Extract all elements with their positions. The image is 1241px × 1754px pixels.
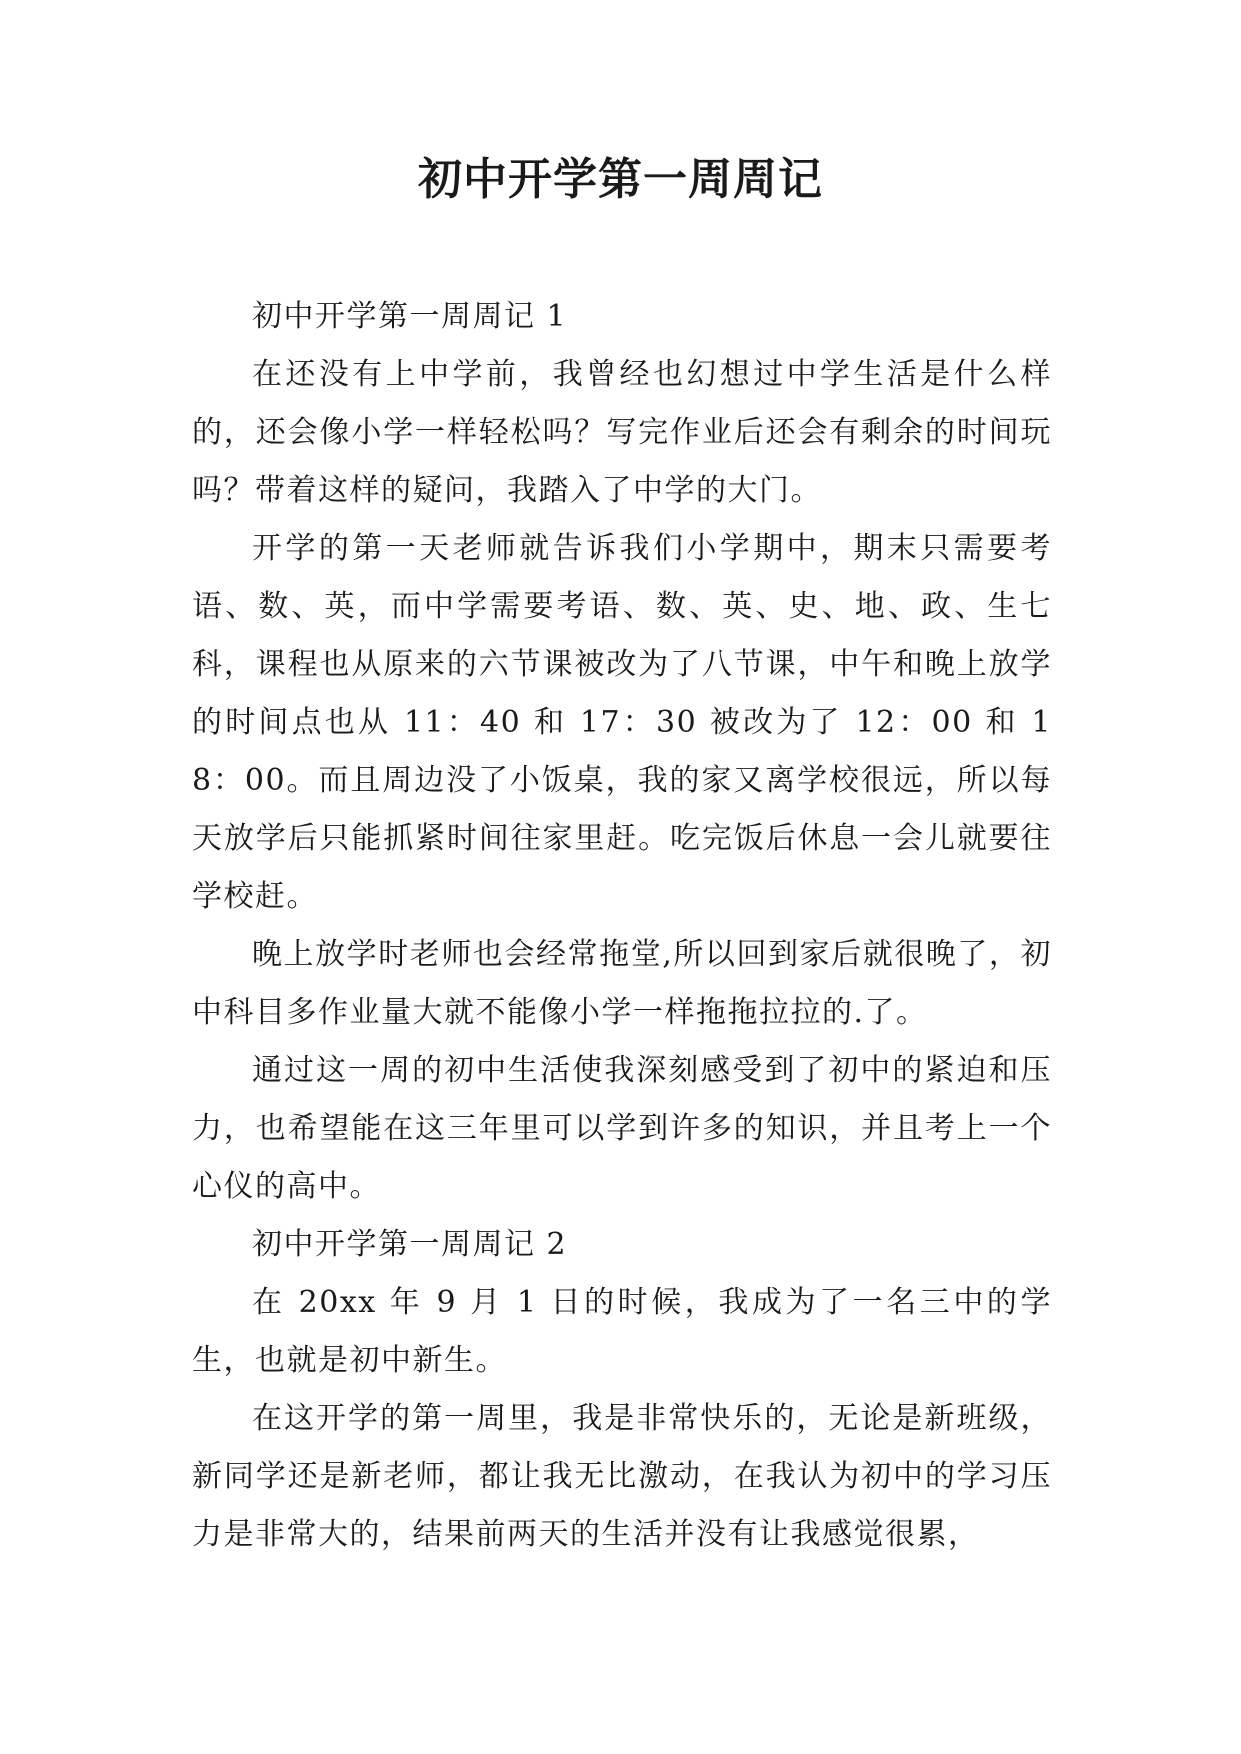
section-heading-1: 初中开学第一周周记 1 [252, 299, 568, 334]
document-body [192, 288, 1052, 1564]
paragraph: 晚上放学时老师也会经常拖堂,所以回到家后就很晚了，初中科目多作业量大就不能像小学一样拖拖拉拉的.了。 [192, 937, 1052, 1030]
document-title: 初中开学第一周周记 [418, 154, 823, 205]
paragraph: 在这开学的第一周里，我是非常快乐的，无论是新班级，新同学还是新老师，都让我无比激动，在我认为初中的学习压力是非常大的，结果前两天的生活并没有让我感觉很累， [192, 1401, 1052, 1552]
paragraph: 通过这一周的初中生活使我深刻感受到了初中的紧迫和压力，也希望能在这三年里可以学到许多的知识，并且考上一个心仪的高中。 [192, 1053, 1052, 1204]
section-heading-2: 初中开学第一周周记 2 [252, 1227, 568, 1262]
paragraph: 开学的第一天老师就告诉我们小学期中，期末只需要考语、数、英，而中学需要考语、数、英、史、地、政、生七科，课程也从原来的六节课被改为了八节课，中午和晚上放学的时间点也从 11：40 和 17：30 被改为了 12：00 和 18：00。而且周边没了小饭桌，我的家又离学校很远，所以每天放学后只能抓紧时间往家里赶。吃完饭后休息一会儿就要往学校赶。 [192, 531, 1052, 914]
paragraph: 在还没有上中学前，我曾经也幻想过中学生活是什么样的，还会像小学一样轻松吗？写完作业后还会有剩余的时间玩吗？带着这样的疑问，我踏入了中学的大门。 [192, 357, 1052, 508]
paragraph: 在 20xx 年 9 月 1 日的时候，我成为了一名三中的学生，也就是初中新生。 [192, 1285, 1052, 1378]
